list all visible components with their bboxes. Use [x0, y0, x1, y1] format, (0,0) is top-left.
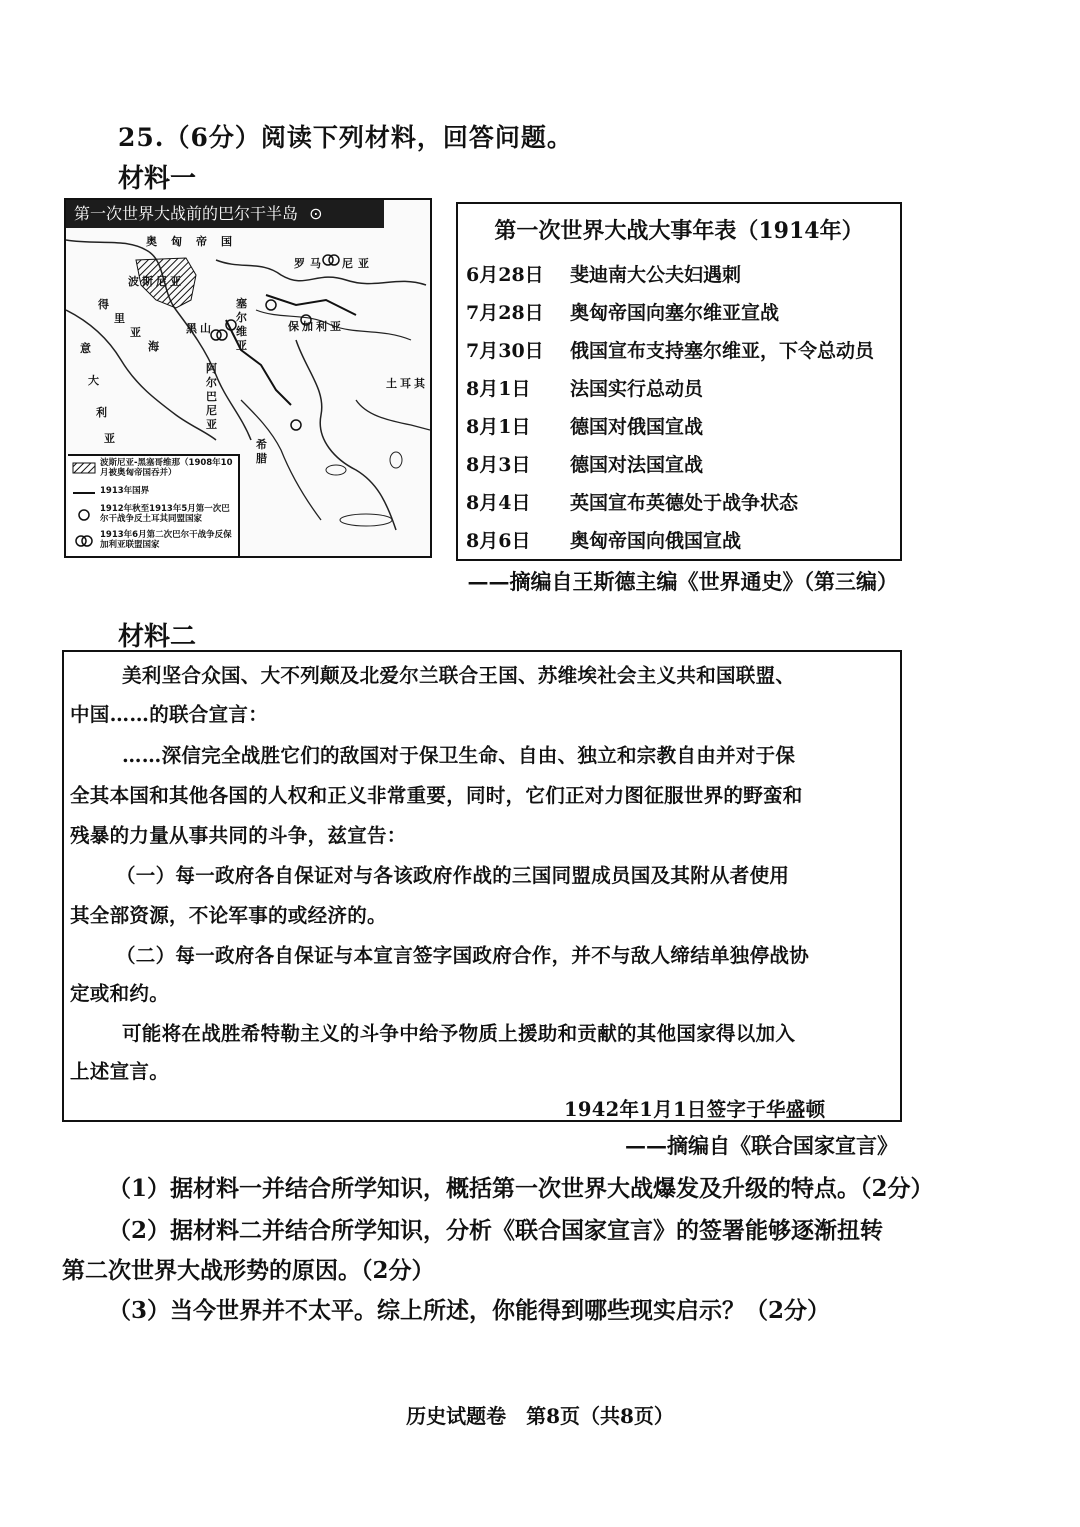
event-date: 7月30日	[466, 340, 544, 362]
compass-icon: ⊙	[309, 204, 323, 223]
map-place: 土	[386, 377, 397, 390]
legend-row	[68, 482, 238, 504]
map-place: 斯	[142, 275, 153, 288]
event-text: 斐迪南大公夫妇遇刺	[570, 264, 742, 286]
map-place: 尔	[206, 376, 217, 389]
legend-text: 1913年国界	[100, 486, 150, 496]
declaration-line: （二）每一政府各自保证与本宣言签字国政府合作，并不与敌人缔结单独停战协	[116, 944, 810, 967]
map-place: 意	[80, 342, 91, 355]
map-title	[66, 200, 384, 228]
map-place: 亚	[358, 257, 369, 270]
page-footer: 历史试题卷 第8页（共8页）	[406, 1404, 674, 1428]
map-place: 尼	[342, 257, 353, 270]
map-place: 加	[302, 320, 313, 333]
legend-row	[68, 504, 238, 526]
map-place: 耳	[400, 377, 411, 390]
event-date: 8月6日	[466, 530, 531, 552]
map-place: 山	[200, 322, 211, 335]
question-heading: 25.（6分）阅读下列材料，回答问题。	[118, 123, 573, 152]
map-place: 亚	[104, 432, 115, 445]
map-place: 腊	[256, 452, 267, 465]
event-row	[466, 336, 896, 372]
declaration-line: ……深信完全战胜它们的敌国对于保卫生命、自由、独立和宗教自由并对于保	[122, 744, 796, 767]
map-place: 尼	[156, 275, 167, 288]
map-place: 波	[128, 275, 139, 288]
event-row	[466, 412, 896, 448]
event-row	[466, 298, 896, 334]
legend-row	[68, 458, 238, 480]
event-text: 奥匈帝国向俄国宣战	[570, 530, 742, 552]
map-place: 大	[88, 374, 99, 387]
map-place: 尔	[236, 311, 247, 324]
declaration-line: 上述宣言。	[70, 1060, 170, 1083]
material-one-label: 材料一	[118, 164, 197, 194]
event-text: 法国实行总动员	[570, 378, 704, 400]
map-place: 亚	[236, 339, 247, 352]
legend-row	[68, 530, 238, 552]
legend-text: 波斯尼亚-黑塞哥维那（1908年10月被奥匈帝国吞并）	[100, 458, 233, 478]
map-place: 维	[236, 325, 247, 338]
map-place: 巴	[206, 390, 217, 403]
map-place: 国	[221, 235, 232, 248]
event-date: 6月28日	[466, 264, 544, 286]
map-place: 利	[316, 320, 327, 333]
event-text: 英国宣布英德处于战争状态	[570, 492, 799, 514]
map-place: 亚	[206, 418, 217, 431]
events-title: 第一次世界大战大事年表（1914年）	[494, 218, 864, 244]
double-circle-icon	[72, 532, 96, 550]
event-row	[466, 260, 896, 296]
declaration-line: （一）每一政府各自保证对与各该政府作战的三国同盟成员国及其附从者使用	[116, 864, 790, 887]
legend-text: 1913年6月第二次巴尔干战争反保加利亚联盟国家	[100, 530, 232, 550]
map-place: 黑	[186, 322, 197, 335]
map-place: 塞	[236, 297, 247, 310]
event-date: 8月3日	[466, 454, 531, 476]
event-date: 8月4日	[466, 492, 531, 514]
event-date: 7月28日	[466, 302, 544, 324]
declaration-line: 其全部资源，不论军事的或经济的。	[70, 904, 387, 927]
declaration-line: 美利坚合众国、大不列颠及北爱尔兰联合王国、苏维埃社会主义共和国联盟、	[122, 664, 796, 687]
map-place: 里	[114, 312, 125, 325]
declaration-source: ——摘编自《联合国家宣言》	[625, 1133, 898, 1158]
event-row	[466, 488, 896, 524]
map-place: 得	[98, 298, 109, 311]
map-place: 罗	[294, 257, 305, 270]
map-place: 尼	[206, 404, 217, 417]
declaration-line: 残暴的力量从事共同的斗争，兹宣告：	[70, 824, 407, 847]
map-place: 亚	[330, 320, 341, 333]
map-place: 希	[256, 438, 267, 451]
sub-question-3: （3）当今世界并不太平。综上所述，你能得到哪些现实启示？（2分）	[108, 1297, 831, 1324]
declaration-signature: 1942年1月1日签字于华盛顿	[564, 1098, 826, 1121]
events-table	[456, 202, 902, 561]
circle-icon	[72, 506, 96, 524]
sub-question-2: （2）据材料二并结合所学知识，分析《联合国家宣言》的签署能够逐渐扭转	[108, 1217, 884, 1244]
map-place: 匈	[171, 235, 182, 248]
map-place: 阿	[206, 362, 217, 375]
declaration-line: 定或和约。	[70, 982, 170, 1005]
event-date: 8月1日	[466, 378, 531, 400]
map-place: 海	[148, 340, 159, 353]
map-title-text: 第一次世界大战前的巴尔干半岛	[74, 204, 299, 223]
border-line-icon	[72, 484, 96, 502]
event-text: 德国对法国宣战	[570, 454, 704, 476]
legend-text: 1912年秋至1913年5月第一次巴尔干战争反土耳其同盟国家	[100, 504, 230, 524]
map-legend	[68, 454, 240, 556]
map-place: 其	[414, 377, 425, 390]
map-place: 帝	[196, 235, 207, 248]
events-source: ——摘编自王斯德主编《世界通史》（第三编）	[467, 569, 898, 594]
map-place: 奥	[146, 235, 157, 248]
map-place: 马	[310, 257, 321, 270]
event-text: 德国对俄国宣战	[570, 416, 704, 438]
declaration-line: 中国……的联合宣言：	[70, 703, 268, 726]
event-date: 8月1日	[466, 416, 531, 438]
event-text: 奥匈帝国向塞尔维亚宣战	[570, 302, 780, 324]
event-row	[466, 526, 896, 562]
event-row	[466, 450, 896, 486]
declaration-line: 可能将在战胜希特勒主义的斗争中给予物质上援助和贡献的其他国家得以加入	[122, 1022, 796, 1045]
material-two-label: 材料二	[118, 622, 197, 652]
sub-question-1: （1）据材料一并结合所学知识，概括第一次世界大战爆发及升级的特点。（2分）	[108, 1175, 934, 1202]
map-place: 亚	[130, 326, 141, 339]
hatched-area-icon	[72, 460, 96, 478]
event-text: 俄国宣布支持塞尔维亚，下令总动员	[570, 340, 875, 362]
map-place: 利	[96, 406, 107, 419]
declaration-line: 全其本国和其他各国的人权和正义非常重要，同时，它们正对力图征服世界的野蛮和	[70, 784, 803, 807]
map-place: 亚	[170, 275, 181, 288]
map-place: 保	[288, 320, 299, 333]
declaration-box	[62, 650, 902, 1122]
sub-question-2-cont: 第二次世界大战形势的原因。（2分）	[62, 1257, 435, 1284]
balkan-map	[64, 198, 432, 558]
event-row	[466, 374, 896, 410]
